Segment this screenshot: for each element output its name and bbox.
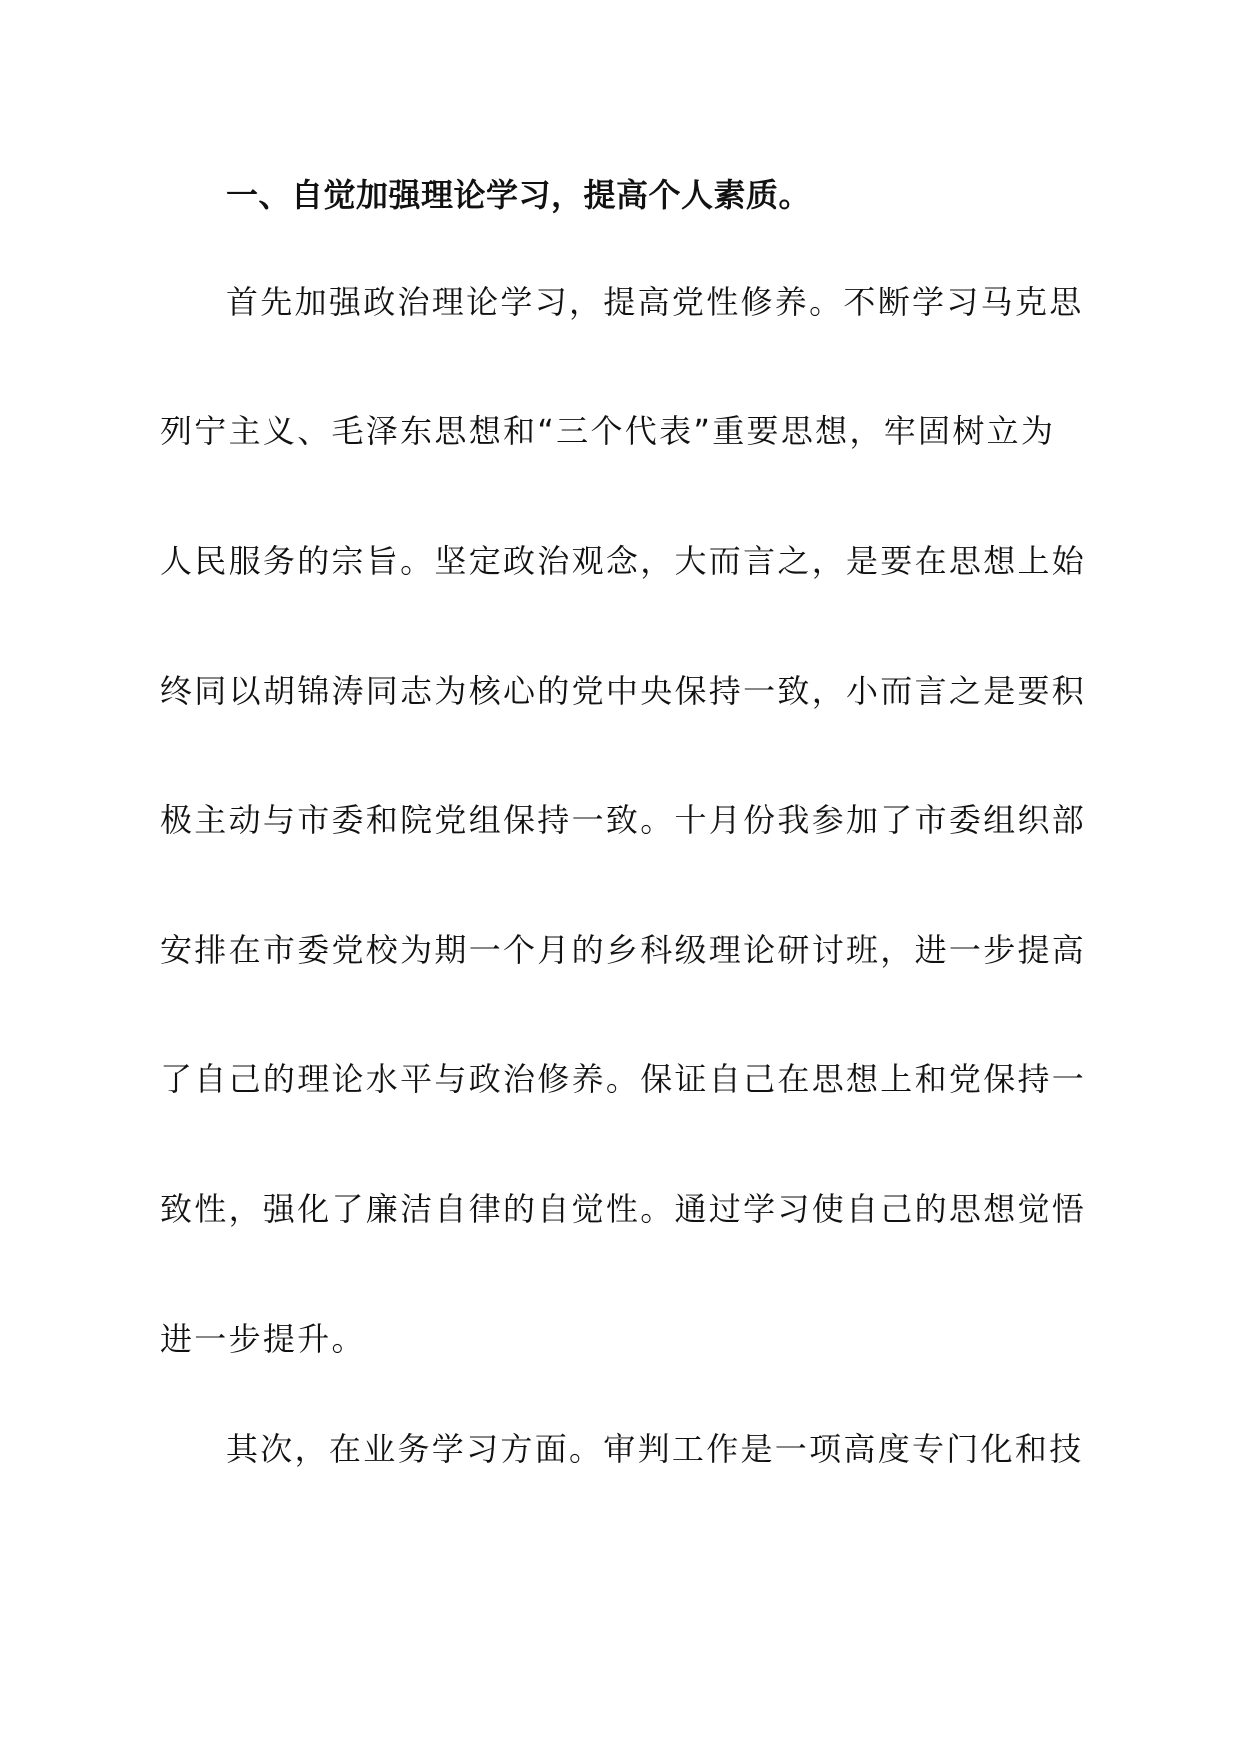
paragraph-line: 其次，在业务学习方面。审判工作是一项高度专门化和技	[226, 1430, 1084, 1468]
paragraph-line: 了自己的理论水平与政治修养。保证自己在思想上和党保持一	[160, 1060, 1087, 1098]
paragraph-line: 终同以胡锦涛同志为核心的党中央保持一致，小而言之是要积	[160, 672, 1087, 710]
paragraph-line: 进一步提升。	[160, 1320, 366, 1358]
paragraph-line: 人民服务的宗旨。坚定政治观念，大而言之，是要在思想上始	[160, 542, 1087, 580]
paragraph-line: 列宁主义、毛泽东思想和“三个代表”重要思想，牢固树立为	[160, 412, 1056, 450]
paragraph-line: 首先加强政治理论学习，提高党性修养。不断学习马克思	[226, 283, 1084, 321]
section-heading: 一、自觉加强理论学习，提高个人素质。	[226, 176, 812, 214]
paragraph-line: 极主动与市委和院党组保持一致。十月份我参加了市委组织部	[160, 801, 1087, 839]
paragraph-line: 致性，强化了廉洁自律的自觉性。通过学习使自己的思想觉悟	[160, 1190, 1087, 1228]
paragraph-line: 安排在市委党校为期一个月的乡科级理论研讨班，进一步提高	[160, 931, 1087, 969]
